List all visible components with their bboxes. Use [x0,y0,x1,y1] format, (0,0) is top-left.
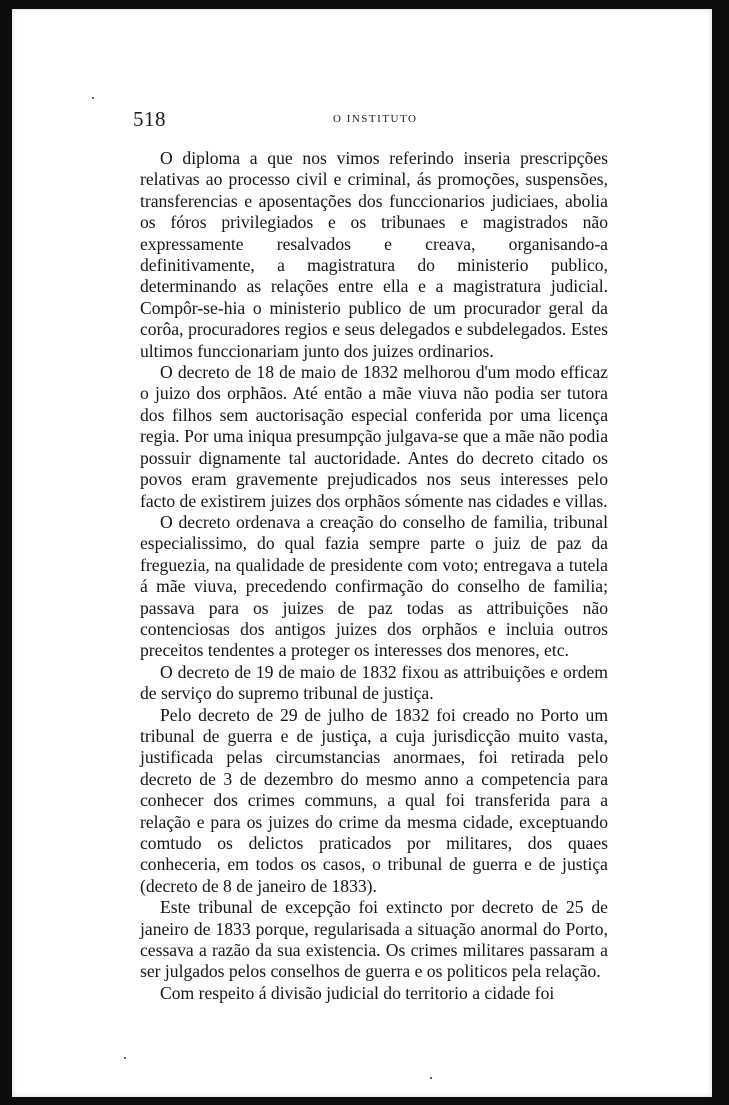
paragraph: O decreto de 19 de maio de 1832 fixou as attribuições e ordem de serviço do supremo tribunal de justiça. [140,661,608,704]
page-number: 518 [133,107,166,131]
paragraph: Este tribunal de excepção foi extincto por decreto de 25 de janeiro de 1833 porque, regularisada a situação anormal do Porto, cessava a razão da sua existencia. Os crimes militares passaram a ser julgados pelos conselhos de guerra e os politicos pela relação. [140,897,608,982]
ink-speck [92,97,94,99]
body-text [140,148,608,1004]
paragraph: Pelo decreto de 29 de julho de 1832 foi creado no Porto um tribunal de guerra e de justiça, a cuja jurisdicção muito vasta, justificada pelas circumstancias anormaes, foi retirada pelo decreto de 3 de dezembro do mesmo anno a competencia para conhecer dos crimes communs, a qual foi transferida para a relação e para os juizes do crime da mesma cidade, exceptuando comtudo os delictos praticados por militares, dos quaes conheceria, em todos os casos, o tribunal de guerra e de justiça (decreto de 8 de janeiro de 1833). [140,704,608,896]
page-header [133,107,623,135]
paragraph: O decreto ordenava a creação do conselho de familia, tribunal especialissimo, do qual fazia sempre parte o juiz de paz da freguezia, na qualidade de presidente com voto; entregava a tutela á mãe viuva, precedendo confirmação do conselho de familia; passava para os juizes de paz todas as attribuições não contenciosas dos antigos juizes dos orphãos e incluia outros preceitos tendentes a proteger os interesses dos menores, etc. [140,511,608,661]
ink-speck [124,1057,126,1059]
paragraph: O decreto de 18 de maio de 1832 melhorou d'um modo efficaz o juizo dos orphãos. Até então a mãe viuva não podia ser tutora dos filhos sem auctorisação especial conferida por uma licença regia. Por uma iniqua presumpção julgava-se que a mãe não podia possuir dignamente tal auctoridade. Antes do decreto citado os povos eram gravemente prejudicados nos seus interesses pelo facto de existirem juizes dos orphãos sómente nas cidades e villas. [140,362,608,511]
paragraph: O diploma a que nos vimos referindo inseria prescripções relativas ao processo civil e criminal, ás promoções, suspensões, transferencias e aposentações dos funccionarios judiciaes, abolia os fóros privilegiados e os tribunaes e magistrados não expressamente resalvados e creava, organisando-a definitivamente, a magistratura do ministerio publico, determinando as relações entre ella e a magistratura judicial. Compôr-se-hia o ministerio publico de um procurador geral da corôa, procuradores regios e seus delegados e subdelegados. Estes ultimos funccionariam junto dos juizes ordinarios. [140,148,608,361]
running-title: O INSTITUTO [333,113,418,125]
ink-speck [430,1077,432,1079]
paragraph: Com respeito á divisão judicial do territorio a cidade foi [160,982,555,1003]
